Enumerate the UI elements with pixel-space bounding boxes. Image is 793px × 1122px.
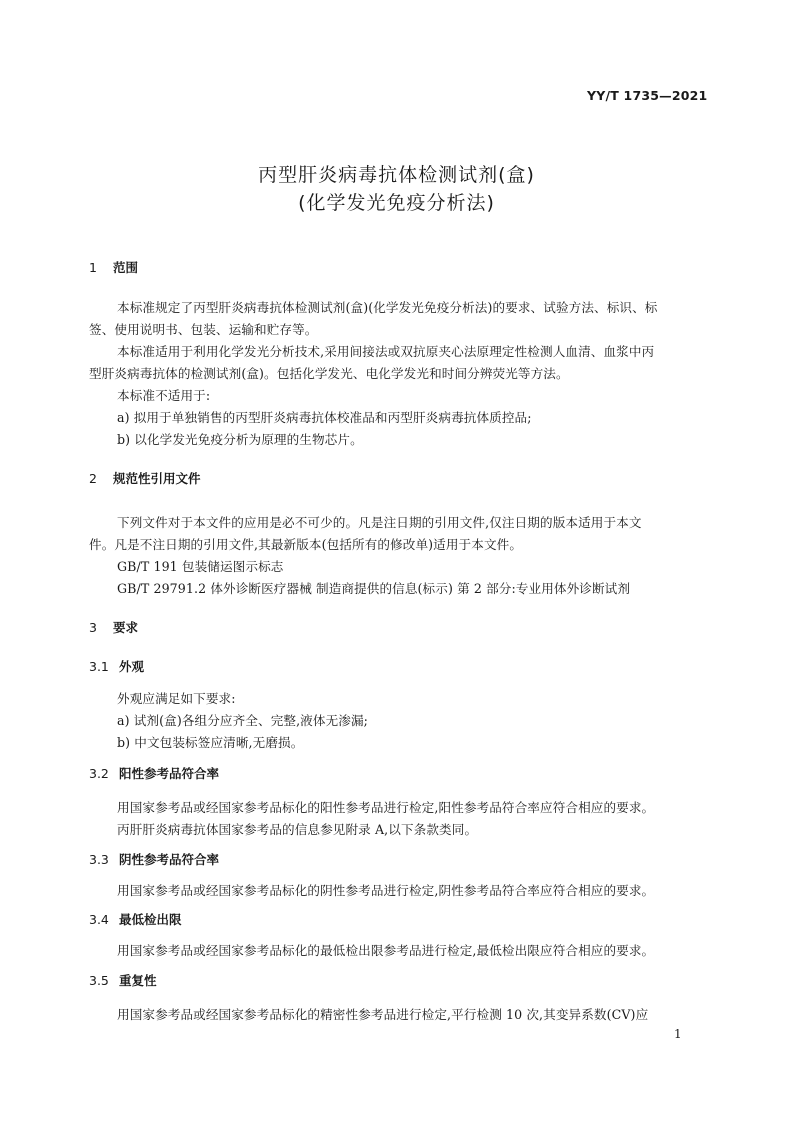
paragraph: 用国家参考品或经国家参考品标化的精密性参考品进行检定,平行检测 10 次,其变异系数(CV)应 <box>117 1007 649 1022</box>
section-number: 2 <box>89 471 97 486</box>
section-title: 范围 <box>113 260 139 275</box>
subsection-title: 阴性参考品符合率 <box>119 852 220 867</box>
section-number: 1 <box>89 260 97 275</box>
list-item: b) 中文包装标签应清晰,无磨损。 <box>117 735 304 750</box>
paragraph: 本标准规定了丙型肝炎病毒抗体检测试剂(盒)(化学发光免疫分析法)的要求、试验方法、标识、标 <box>117 300 658 315</box>
subsection-3-5-heading <box>89 971 157 989</box>
paragraph: 本标准适用于利用化学发光分析技术,采用间接法或双抗原夹心法原理定性检测人血清、血浆中丙 <box>117 344 655 359</box>
document-subtitle: (化学发光免疫分析法) <box>298 192 495 214</box>
list-item: a) 试剂(盒)各组分应齐全、完整,液体无渗漏; <box>117 713 368 728</box>
subsection-title: 阳性参考品符合率 <box>119 766 220 781</box>
section-title: 要求 <box>113 620 139 635</box>
paragraph: 下列文件对于本文件的应用是必不可少的。凡是注日期的引用文件,仅注日期的版本适用于本文 <box>117 515 642 530</box>
normative-reference: GB/T 29791.2 体外诊断医疗器械 制造商提供的信息(标示) 第 2 部分:专业用体外诊断试剂 <box>117 581 631 596</box>
page-number: 1 <box>674 1027 682 1041</box>
subsection-number: 3.4 <box>89 912 109 927</box>
paragraph: 用国家参考品或经国家参考品标化的最低检出限参考品进行检定,最低检出限应符合相应的要求。 <box>117 943 655 958</box>
paragraph: 用国家参考品或经国家参考品标化的阴性参考品进行检定,阴性参考品符合率应符合相应的要求。 <box>117 883 655 898</box>
section-number: 3 <box>89 620 97 635</box>
section-1-heading <box>89 258 138 276</box>
subsection-3-2-heading <box>89 764 219 782</box>
subsection-number: 3.2 <box>89 766 109 781</box>
list-item: a) 拟用于单独销售的丙型肝炎病毒抗体校准品和丙型肝炎病毒抗体质控品; <box>117 410 532 425</box>
paragraph: 件。凡是不注日期的引用文件,其最新版本(包括所有的修改单)适用于本文件。 <box>89 537 523 552</box>
standard-code: YY/T 1735—2021 <box>587 88 708 103</box>
section-2-heading <box>89 469 201 487</box>
paragraph: 签、使用说明书、包装、运输和贮存等。 <box>89 322 318 337</box>
document-title: 丙型肝炎病毒抗体检测试剂(盒) <box>258 164 535 186</box>
paragraph: 外观应满足如下要求: <box>117 691 236 706</box>
subsection-3-3-heading <box>89 850 219 868</box>
paragraph: 本标准不适用于: <box>117 388 211 403</box>
normative-reference: GB/T 191 包装储运图示标志 <box>117 559 284 574</box>
subsection-3-4-heading <box>89 910 182 928</box>
subsection-title: 最低检出限 <box>119 912 182 927</box>
subsection-3-1-heading <box>89 657 144 675</box>
subsection-number: 3.1 <box>89 659 109 674</box>
section-title: 规范性引用文件 <box>113 471 201 486</box>
section-3-heading <box>89 618 138 636</box>
subsection-number: 3.5 <box>89 973 109 988</box>
subsection-title: 外观 <box>119 659 145 674</box>
subsection-number: 3.3 <box>89 852 109 867</box>
paragraph: 丙肝肝炎病毒抗体国家参考品的信息参见附录 A,以下条款类同。 <box>117 822 478 837</box>
paragraph: 型肝炎病毒抗体的检测试剂(盒)。包括化学发光、电化学发光和时间分辨荧光等方法。 <box>89 366 569 381</box>
list-item: b) 以化学发光免疫分析为原理的生物芯片。 <box>117 432 363 447</box>
paragraph: 用国家参考品或经国家参考品标化的阳性参考品进行检定,阳性参考品符合率应符合相应的要求。 <box>117 800 655 815</box>
subsection-title: 重复性 <box>119 973 157 988</box>
